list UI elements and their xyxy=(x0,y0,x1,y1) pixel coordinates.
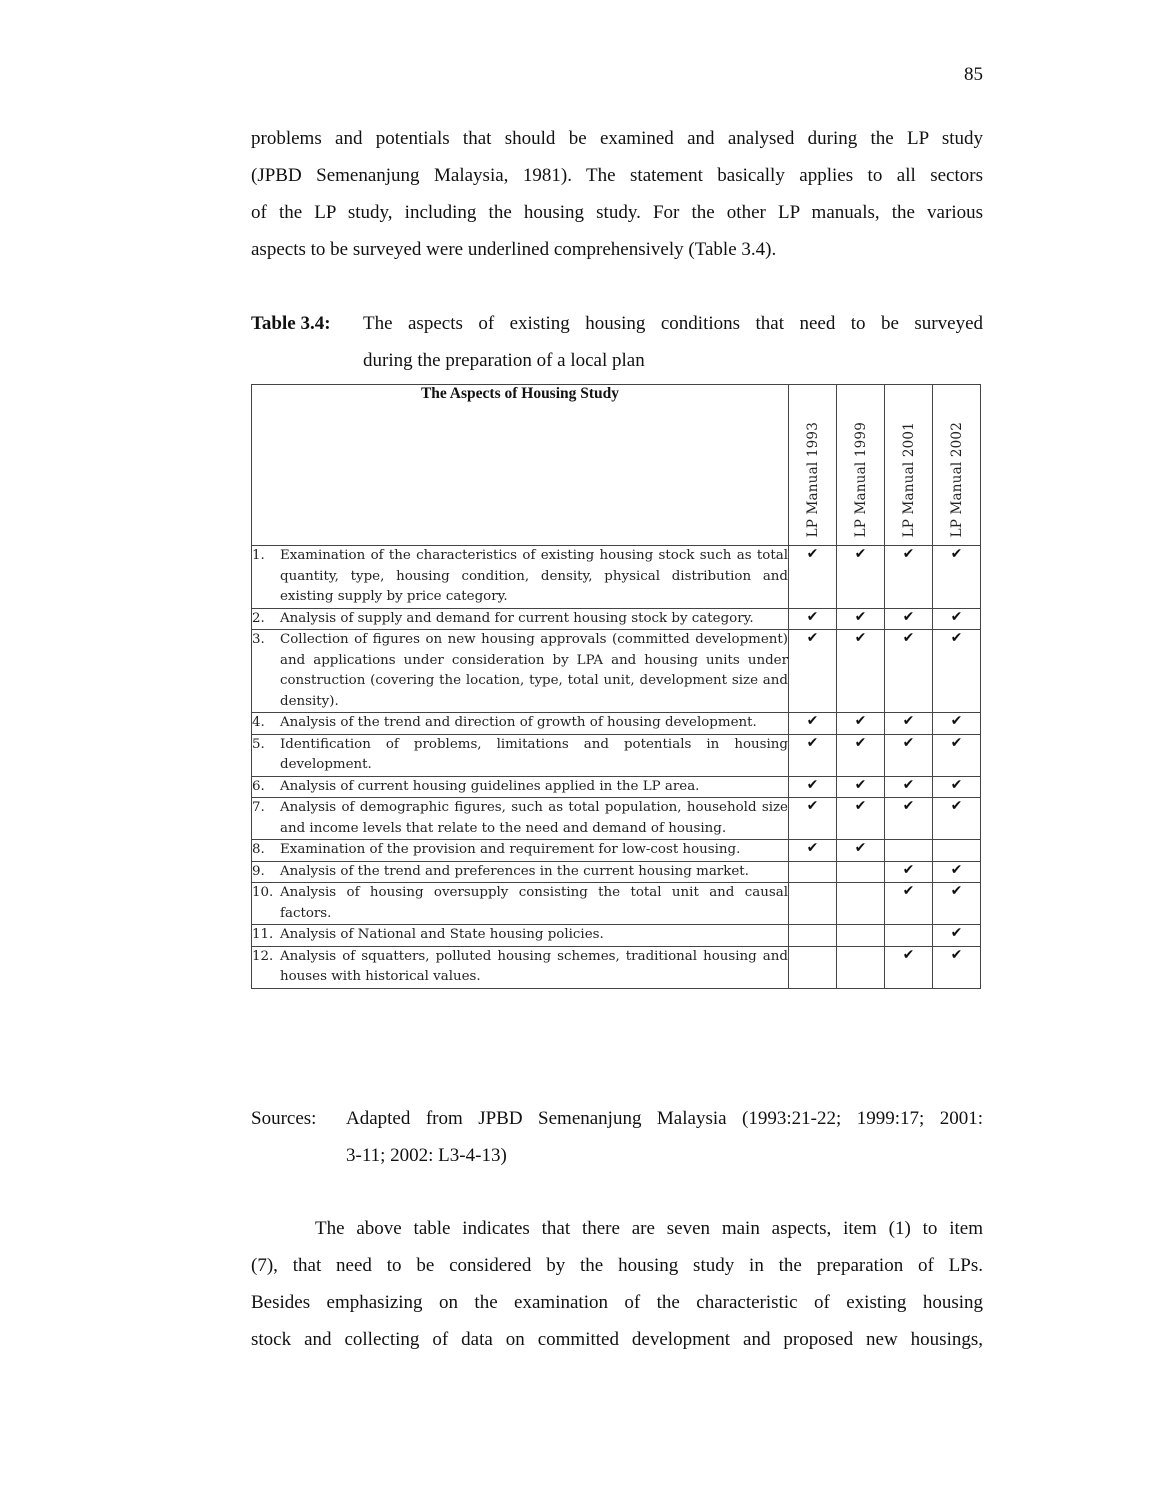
check-mark-cell: ✔ xyxy=(837,713,885,735)
aspect-text: Analysis of current housing guidelines applied in the LP area. xyxy=(280,778,700,794)
check-mark-cell xyxy=(837,946,885,988)
manual-label: LP Manual 1999 xyxy=(852,421,869,537)
manual-label: LP Manual 2001 xyxy=(900,421,917,537)
text-line: during the preparation of a local plan xyxy=(363,350,645,371)
aspect-cell xyxy=(252,608,789,630)
aspect-cell xyxy=(252,776,789,798)
table-row xyxy=(252,798,981,840)
aspect-cell xyxy=(252,734,789,776)
aspect-number: 6. xyxy=(252,778,265,794)
check-mark-cell: ✔ xyxy=(933,776,981,798)
aspect-text: Examination of the provision and requirement for low-cost housing. xyxy=(280,842,741,857)
check-mark-cell xyxy=(885,925,933,947)
check-mark-cell: ✔ xyxy=(933,946,981,988)
check-mark-cell: ✔ xyxy=(885,883,933,925)
aspect-number: 9. xyxy=(252,863,265,879)
check-mark-cell: ✔ xyxy=(933,798,981,840)
page-number: 85 xyxy=(964,64,983,85)
check-mark-cell: ✔ xyxy=(885,861,933,883)
aspect-cell xyxy=(252,798,789,840)
table-row xyxy=(252,925,981,947)
aspect-text: Analysis of demographic figures, such as total population, household size and income levels that relate to the need and demand of housing. xyxy=(280,800,788,836)
aspect-cell xyxy=(252,713,789,735)
aspect-number: 10. xyxy=(252,885,274,900)
manual-column-header xyxy=(885,385,933,546)
check-mark-cell: ✔ xyxy=(885,713,933,735)
table-header-row xyxy=(252,385,981,546)
check-mark-cell: ✔ xyxy=(837,776,885,798)
table-row xyxy=(252,546,981,609)
check-mark-cell: ✔ xyxy=(789,840,837,862)
table-row xyxy=(252,734,981,776)
sources-text xyxy=(346,1100,983,1174)
aspect-number: 3. xyxy=(252,632,265,647)
table-row xyxy=(252,608,981,630)
table-row xyxy=(252,713,981,735)
check-mark-cell: ✔ xyxy=(789,546,837,609)
check-mark-cell xyxy=(933,840,981,862)
aspect-cell xyxy=(252,630,789,713)
aspect-number: 4. xyxy=(252,715,265,730)
check-mark-cell: ✔ xyxy=(837,734,885,776)
text-line: 3-11; 2002: L3-4-13) xyxy=(346,1145,507,1166)
closing-paragraph xyxy=(251,1210,983,1358)
check-mark-cell: ✔ xyxy=(837,798,885,840)
aspect-text: Analysis of squatters, polluted housing schemes, traditional housing and houses with historical values. xyxy=(280,948,788,984)
check-mark-cell xyxy=(789,946,837,988)
check-mark-cell: ✔ xyxy=(933,861,981,883)
aspect-cell xyxy=(252,946,789,988)
table-row xyxy=(252,861,981,883)
check-mark-cell: ✔ xyxy=(789,734,837,776)
check-mark-cell: ✔ xyxy=(933,883,981,925)
table-row xyxy=(252,946,981,988)
text-line: Besides emphasizing on the examination of the characteristic of existing housing xyxy=(251,1292,983,1313)
table-row xyxy=(252,776,981,798)
check-mark-cell: ✔ xyxy=(789,776,837,798)
check-mark-cell: ✔ xyxy=(933,925,981,947)
check-mark-cell: ✔ xyxy=(789,630,837,713)
check-mark-cell: ✔ xyxy=(837,630,885,713)
aspect-cell xyxy=(252,925,789,947)
text-line: of the LP study, including the housing study. For the other LP manuals, the various xyxy=(251,202,983,223)
aspect-cell xyxy=(252,883,789,925)
check-mark-cell xyxy=(789,925,837,947)
check-mark-cell: ✔ xyxy=(933,713,981,735)
text-line: stock and collecting of data on committed development and proposed new housings, xyxy=(251,1329,983,1350)
check-mark-cell xyxy=(837,925,885,947)
text-line: (7), that need to be considered by the housing study in the preparation of LPs. xyxy=(251,1255,983,1276)
aspect-text: Examination of the characteristics of existing housing stock such as total quantity, type, housing condition, density, physical distribution and existing supply by price category. xyxy=(280,548,788,604)
manual-label: LP Manual 1993 xyxy=(804,421,821,537)
text-line: problems and potentials that should be examined and analysed during the LP study xyxy=(251,128,983,149)
check-mark-cell: ✔ xyxy=(885,630,933,713)
aspect-text: Analysis of the trend and preferences in the current housing market. xyxy=(280,863,749,879)
aspect-cell xyxy=(252,861,789,883)
check-mark-cell: ✔ xyxy=(789,798,837,840)
sources-label: Sources: xyxy=(251,1108,317,1129)
table-row xyxy=(252,630,981,713)
aspect-text: Identification of problems, limitations and potentials in housing development. xyxy=(280,736,788,772)
aspect-number: 7. xyxy=(252,800,265,815)
check-mark-cell: ✔ xyxy=(885,946,933,988)
aspect-text: Analysis of housing oversupply consisting the total unit and causal factors. xyxy=(280,885,788,921)
text-line: The aspects of existing housing conditions that need to be surveyed xyxy=(363,313,983,334)
aspect-text: Analysis of supply and demand for current housing stock by category. xyxy=(280,610,754,626)
check-mark-cell: ✔ xyxy=(837,608,885,630)
check-mark-cell: ✔ xyxy=(885,798,933,840)
aspect-column-header: The Aspects of Housing Study xyxy=(252,385,789,546)
check-mark-cell xyxy=(837,883,885,925)
aspect-text: Collection of figures on new housing approvals (committed development) and applications under consideration by LPA and housing units under construction (covering the location, type, total unit, development size and density). xyxy=(280,632,788,709)
check-mark-cell xyxy=(789,861,837,883)
aspect-cell xyxy=(252,546,789,609)
table-caption-label: Table 3.4: xyxy=(251,313,331,334)
table-row xyxy=(252,840,981,862)
intro-paragraph xyxy=(251,120,983,268)
check-mark-cell: ✔ xyxy=(837,546,885,609)
aspect-text: Analysis of the trend and direction of growth of housing development. xyxy=(280,715,757,730)
aspect-number: 12. xyxy=(252,948,274,964)
table-body xyxy=(252,546,981,989)
manual-label: LP Manual 2002 xyxy=(948,421,965,537)
aspect-number: 2. xyxy=(252,610,265,626)
aspect-text: Analysis of National and State housing policies. xyxy=(280,927,604,942)
manual-column-header xyxy=(837,385,885,546)
aspect-number: 8. xyxy=(252,842,265,857)
check-mark-cell: ✔ xyxy=(837,840,885,862)
aspect-number: 5. xyxy=(252,736,265,752)
check-mark-cell: ✔ xyxy=(933,546,981,609)
text-line: (JPBD Semenanjung Malaysia, 1981). The statement basically applies to all sectors xyxy=(251,165,983,186)
check-mark-cell: ✔ xyxy=(789,713,837,735)
aspect-cell xyxy=(252,840,789,862)
text-line: Adapted from JPBD Semenanjung Malaysia (1993:21-22; 1999:17; 2001: xyxy=(346,1108,983,1129)
check-mark-cell: ✔ xyxy=(789,608,837,630)
table-row xyxy=(252,883,981,925)
manual-column-header xyxy=(933,385,981,546)
aspect-number: 11. xyxy=(252,927,274,942)
check-mark-cell: ✔ xyxy=(933,734,981,776)
check-mark-cell xyxy=(789,883,837,925)
table-caption-text xyxy=(363,305,983,379)
text-line: The above table indicates that there are seven main aspects, item (1) to item xyxy=(315,1218,983,1239)
check-mark-cell: ✔ xyxy=(933,630,981,713)
check-mark-cell: ✔ xyxy=(885,734,933,776)
check-mark-cell xyxy=(885,840,933,862)
check-mark-cell xyxy=(837,861,885,883)
housing-aspects-table xyxy=(251,384,981,989)
check-mark-cell: ✔ xyxy=(885,776,933,798)
check-mark-cell: ✔ xyxy=(885,608,933,630)
check-mark-cell: ✔ xyxy=(885,546,933,609)
check-mark-cell: ✔ xyxy=(933,608,981,630)
aspect-number: 1. xyxy=(252,548,265,563)
manual-column-header xyxy=(789,385,837,546)
text-line: aspects to be surveyed were underlined comprehensively (Table 3.4). xyxy=(251,239,777,260)
